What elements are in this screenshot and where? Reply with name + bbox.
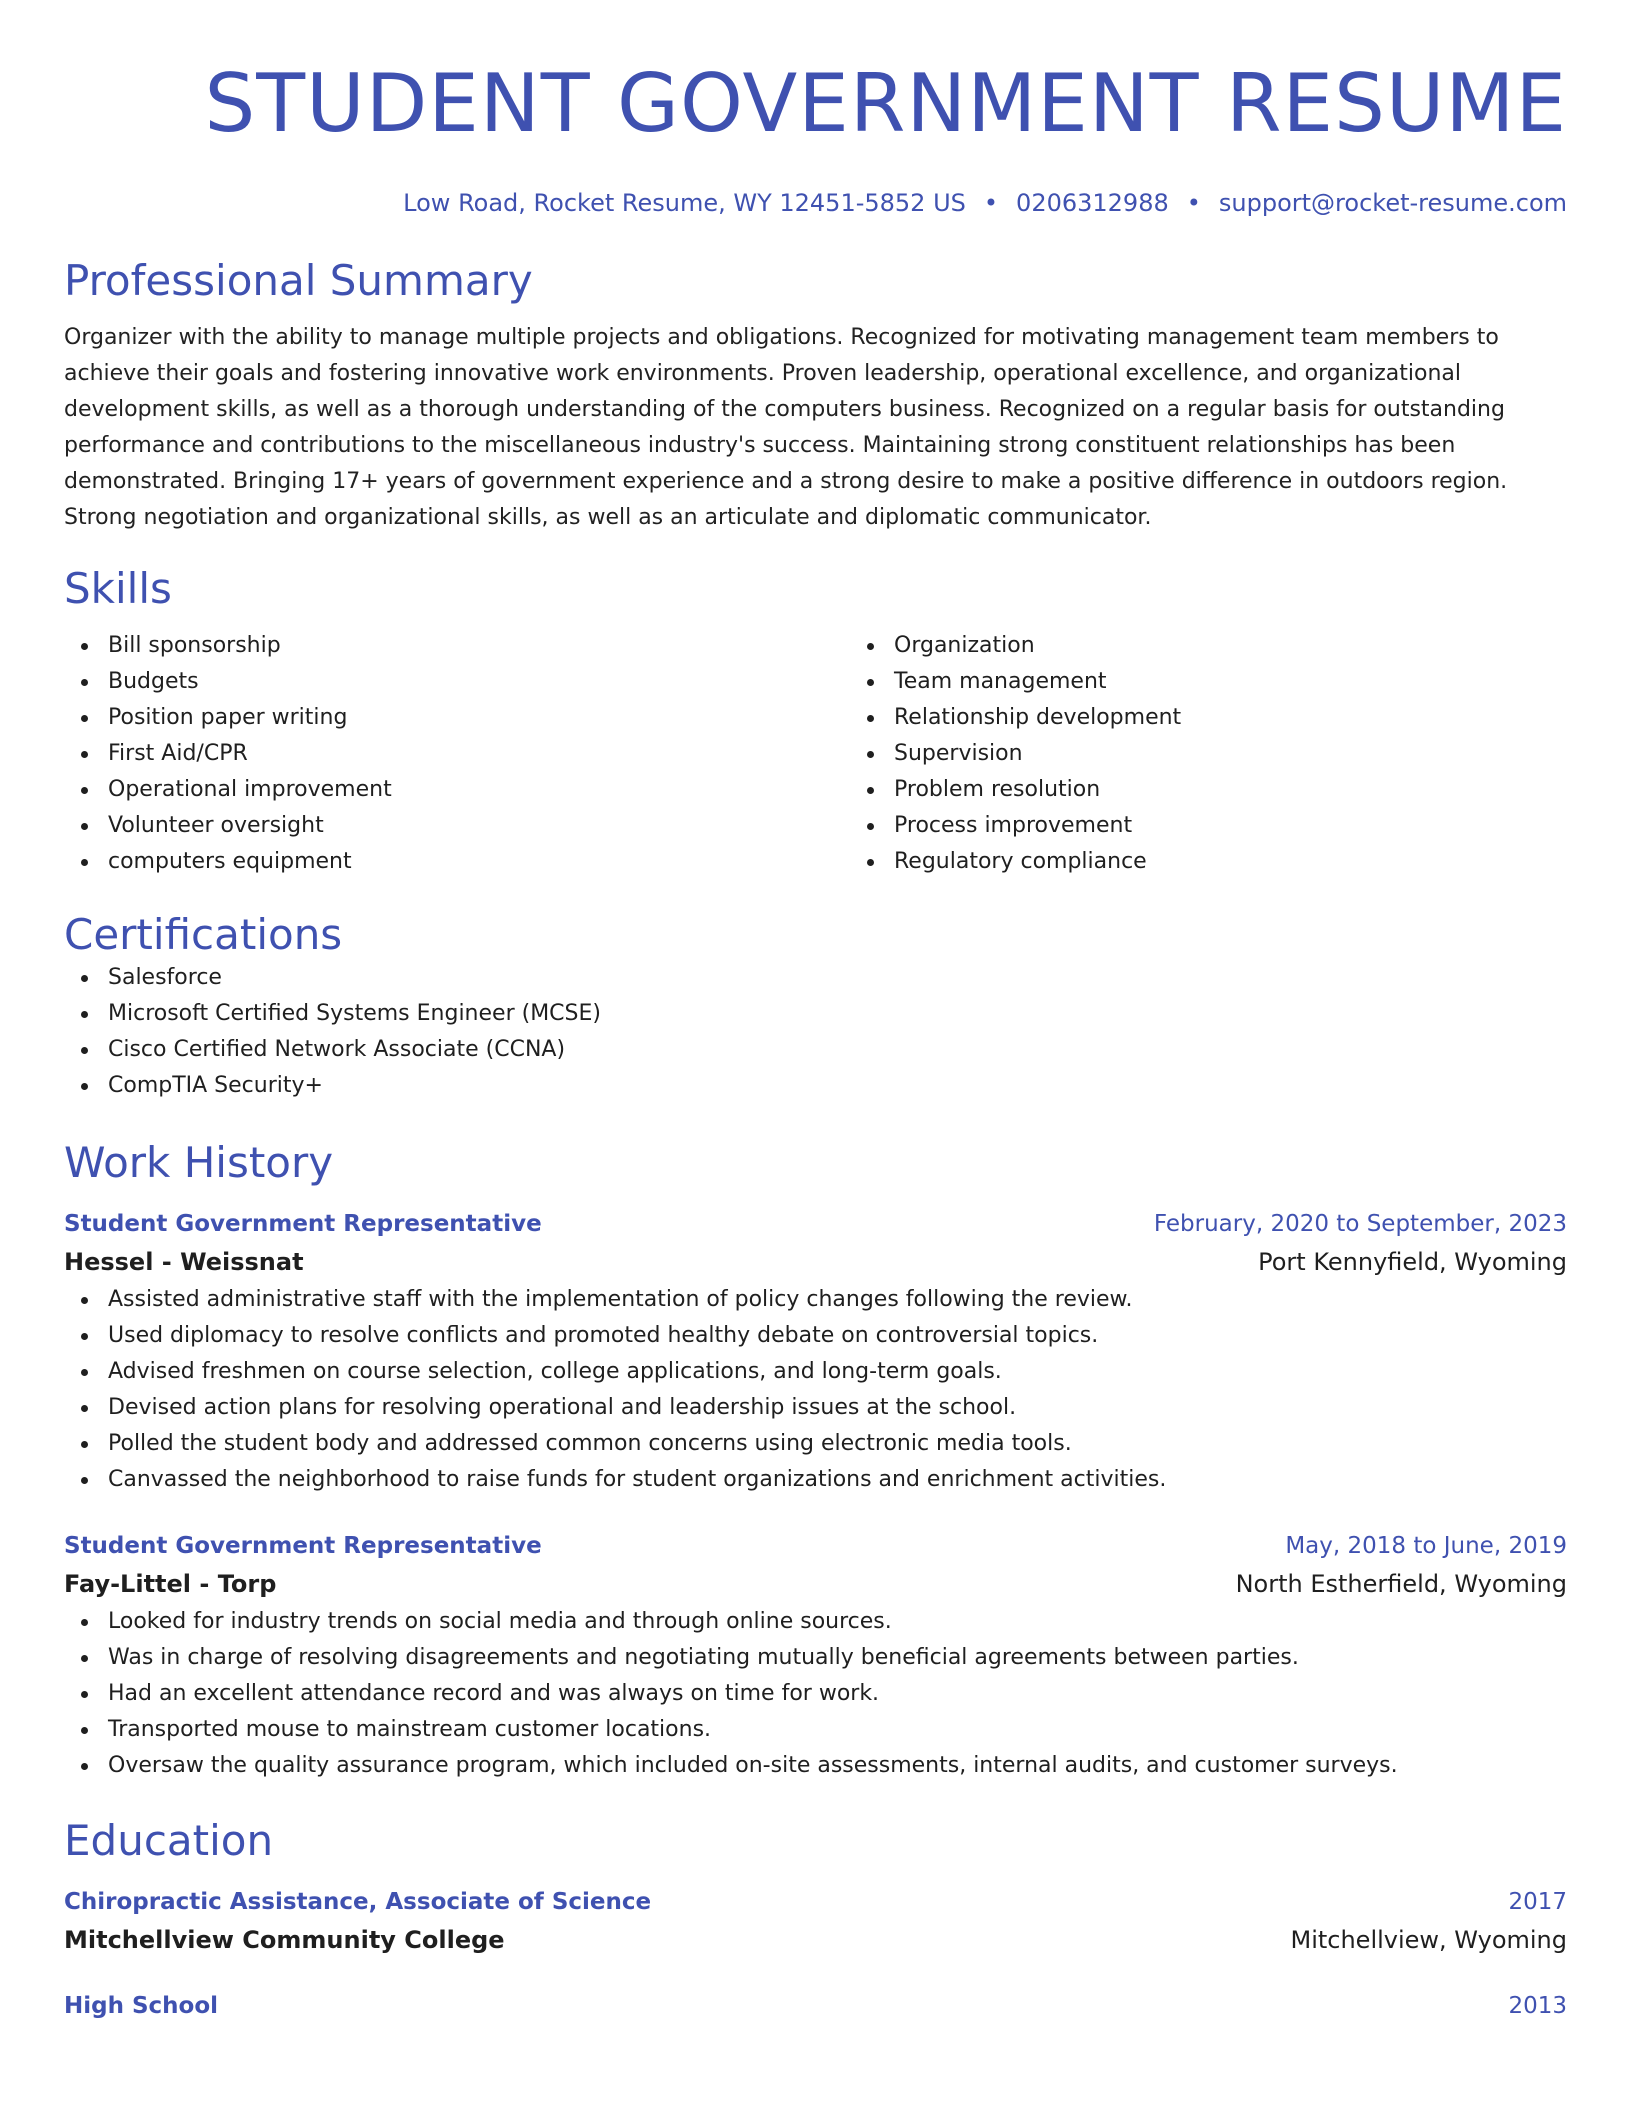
skill-item: Process improvement	[894, 808, 1632, 844]
job-title: Student Government Representative	[64, 1533, 542, 1559]
job-subheader	[64, 1564, 1567, 1604]
education-heading: Education	[64, 1816, 274, 1865]
education-degree: Chiropractic Assistance, Associate of Science	[64, 1889, 652, 1915]
job-duty-item: Had an excellent attendance record and was always on time for work.	[108, 1676, 1567, 1712]
skill-item: Team management	[894, 664, 1632, 700]
skill-item: computers equipment	[108, 844, 850, 880]
certification-item: Microsoft Certified Systems Engineer (MCSE)	[108, 996, 1567, 1032]
job-header	[64, 1528, 1567, 1564]
professional-summary-text: Organizer with the ability to manage multiple projects and obligations. Recognized for motivating management team members to achieve their goals and fostering innovative work environments. Proven leadership, operational excellence, and organizational development skills, as well as a thorough understanding of the computers business. Recognized on a regular basis for outstanding performance and contributions to the miscellaneous industry's success. Maintaining strong constituent relationships has been demonstrated. Bringing 17+ years of government experience and a strong desire to make a positive difference in outdoors region. Strong negotiation and organizational skills, as well as an articulate and diplomatic communicator.	[64, 325, 1508, 530]
job-duty-item: Was in charge of resolving disagreements and negotiating mutually beneficial agreements between parties.	[108, 1640, 1567, 1676]
job-location: North Estherfield, Wyoming	[1235, 1570, 1567, 1598]
job-employer: Fay-Littel - Torp	[64, 1570, 277, 1598]
job-duties	[64, 1604, 1567, 1784]
separator-dot: •	[1186, 189, 1201, 217]
job-duty-item: Oversaw the quality assurance program, which included on-site assessments, internal audits, and customer surveys.	[108, 1748, 1567, 1784]
education-year: 2013	[1508, 1993, 1567, 2019]
job-duty-item: Canvassed the neighborhood to raise funds for student organizations and enrichment activities.	[108, 1462, 1567, 1498]
job-subheader	[64, 1242, 1567, 1282]
certification-item: Cisco Certified Network Associate (CCNA)	[108, 1032, 1567, 1068]
skill-item: Regulatory compliance	[894, 844, 1632, 880]
job-duty-item: Assisted administrative staff with the implementation of policy changes following the review.	[108, 1282, 1567, 1318]
certification-item: CompTIA Security+	[108, 1068, 1567, 1104]
resume-page	[64, 0, 1567, 2024]
education-year: 2017	[1508, 1889, 1567, 1915]
certifications-list	[64, 960, 1567, 1104]
education-subheader	[64, 1920, 1567, 1960]
job-duty-item: Transported mouse to mainstream customer locations.	[108, 1712, 1567, 1748]
skill-item: Relationship development	[894, 700, 1632, 736]
skill-item: Operational improvement	[108, 772, 850, 808]
skill-item: Supervision	[894, 736, 1632, 772]
resume-header	[64, 0, 1567, 218]
education-entry	[64, 1884, 1567, 1960]
education-location: Mitchellview, Wyoming	[1290, 1926, 1567, 1954]
skill-item: Organization	[894, 628, 1632, 664]
skills-heading: Skills	[64, 564, 172, 613]
certification-item: Salesforce	[108, 960, 1567, 996]
contact-email: support@rocket-resume.com	[1218, 189, 1567, 217]
education-header	[64, 1884, 1567, 1920]
professional-summary-heading: Professional Summary	[64, 256, 533, 305]
skills-column-right	[850, 628, 1632, 880]
job-entry	[64, 1528, 1567, 1784]
job-employer: Hessel - Weissnat	[64, 1248, 304, 1276]
job-entry	[64, 1206, 1567, 1498]
job-dates: May, 2018 to June, 2019	[1285, 1533, 1567, 1559]
skill-item: Position paper writing	[108, 700, 850, 736]
contact-address: Low Road, Rocket Resume, WY 12451-5852 US	[403, 189, 966, 217]
skill-item: Budgets	[108, 664, 850, 700]
separator-dot: •	[983, 189, 999, 217]
skills-list	[64, 628, 1567, 880]
job-duty-item: Looked for industry trends on social media and through online sources.	[108, 1604, 1567, 1640]
skills-column-left	[64, 628, 850, 880]
skill-item: Volunteer oversight	[108, 808, 850, 844]
skill-item: Problem resolution	[894, 772, 1632, 808]
job-dates: February, 2020 to September, 2023	[1153, 1211, 1567, 1237]
certifications-heading: Certifications	[64, 910, 343, 959]
skill-item: Bill sponsorship	[108, 628, 850, 664]
job-duty-item: Devised action plans for resolving operational and leadership issues at the school.	[108, 1390, 1567, 1426]
job-location: Port Kennyfield, Wyoming	[1258, 1248, 1567, 1276]
work-history-heading: Work History	[64, 1138, 334, 1187]
job-duty-item: Advised freshmen on course selection, college applications, and long-term goals.	[108, 1354, 1567, 1390]
education-school: Mitchellview Community College	[64, 1926, 505, 1954]
contact-line	[64, 188, 1567, 218]
job-title: Student Government Representative	[64, 1211, 542, 1237]
resume-title: STUDENT GOVERNMENT RESUME	[204, 57, 1567, 150]
education-entry	[64, 1988, 1567, 2024]
job-header	[64, 1206, 1567, 1242]
education-degree: High School	[64, 1993, 219, 2019]
education-header	[64, 1988, 1567, 2024]
job-duties	[64, 1282, 1567, 1498]
skill-item: First Aid/CPR	[108, 736, 850, 772]
job-duty-item: Polled the student body and addressed common concerns using electronic media tools.	[108, 1426, 1567, 1462]
job-duty-item: Used diplomacy to resolve conflicts and promoted healthy debate on controversial topics.	[108, 1318, 1567, 1354]
contact-phone: 0206312988	[1016, 189, 1169, 217]
